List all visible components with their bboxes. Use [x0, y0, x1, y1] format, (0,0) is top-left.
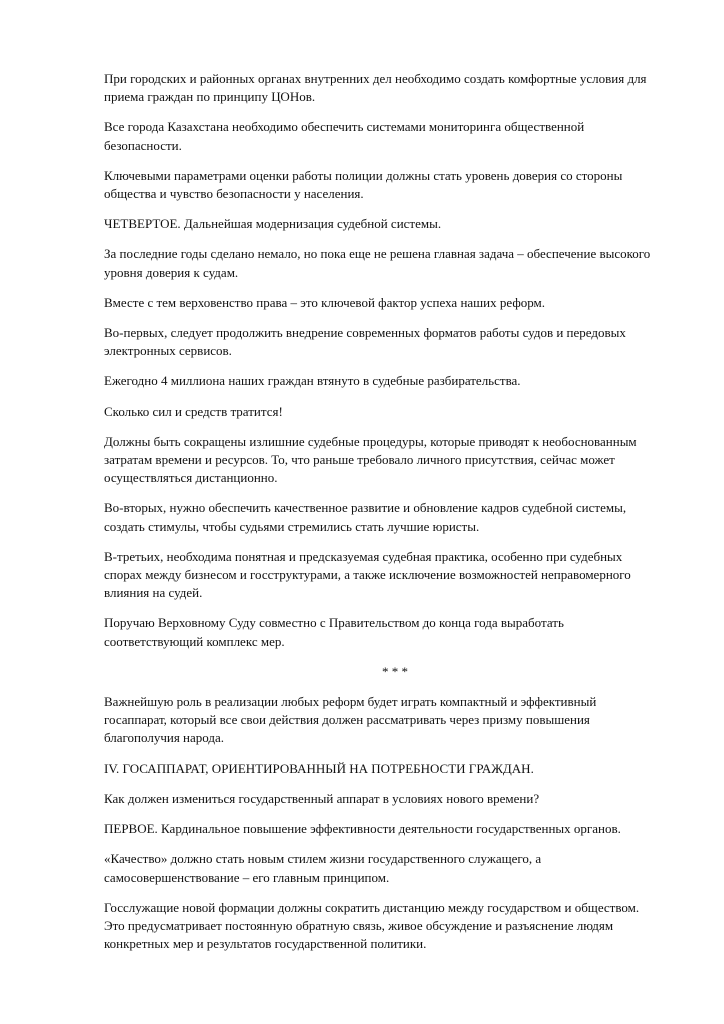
text-line: Должны быть сокращены излишние судебные процедуры, которые приводят к необоснованным [104, 433, 637, 449]
paragraph [104, 245, 674, 281]
paragraph [104, 790, 674, 808]
text-line: В-третьих, необходима понятная и предсказуемая судебная практика, особенно при судебных [104, 548, 623, 564]
paragraph [104, 167, 674, 203]
paragraph [104, 433, 674, 488]
paragraph [104, 693, 674, 748]
text-line: затратам времени и ресурсов. То, что раньше требовало личного присутствия, сейчас может [104, 452, 615, 468]
text-line: При городских и районных органах внутренних дел необходимо создать комфортные условия для [104, 71, 647, 86]
text-line: общества и чувство безопасности у населения. [104, 186, 364, 202]
text-line: Все города Казахстана необходимо обеспечить системами мониторинга общественной [104, 119, 585, 135]
paragraph [104, 850, 674, 886]
text-line: благополучия народа. [104, 730, 225, 746]
text-line: осуществляться дистанционно. [104, 470, 278, 486]
paragraph [104, 899, 674, 954]
paragraph [104, 294, 674, 312]
text-line: влияния на судей. [104, 585, 203, 601]
text-line: IV. ГОСАППАРАТ, ОРИЕНТИРОВАННЫЙ НА ПОТРЕБНОСТИ ГРАЖДАН. [104, 760, 534, 776]
text-line: Поручаю Верховному Суду совместно с Правительством до конца года выработать [104, 615, 564, 631]
text-line: За последние годы сделано немало, но пока еще не решена главная задача – обеспечение высокого [104, 246, 651, 262]
paragraph [104, 499, 674, 535]
paragraph [104, 324, 674, 360]
section-heading [104, 820, 674, 838]
text-line: Важнейшую роль в реализации любых реформ будет играть компактный и эффективный [104, 694, 597, 710]
text-line: «Качество» должно стать новым стилем жизни государственного служащего, а [104, 851, 542, 867]
text-line: безопасности. [104, 137, 182, 153]
text-line: ПЕРВОЕ. Кардинальное повышение эффективности деятельности государственных органов. [104, 821, 621, 837]
text-line: конкретных мер и результатов государственной политики. [104, 936, 427, 952]
paragraph [104, 372, 674, 390]
paragraph [104, 70, 674, 106]
paragraph [104, 403, 674, 421]
text-line: Во-первых, следует продолжить внедрение современных форматов работы судов и передовых [104, 325, 626, 341]
document-body [104, 70, 674, 965]
text-line: Во-вторых, нужно обеспечить качественное развитие и обновление кадров судебной системы, [104, 500, 627, 516]
paragraph [104, 548, 674, 603]
chapter-heading [104, 760, 674, 778]
text-line: Госслужащие новой формации должны сократить дистанцию между государством и обществом. [104, 899, 640, 915]
text-line: соответствующий комплекс мер. [104, 633, 285, 649]
paragraph [104, 118, 674, 154]
section-separator: * * * [382, 663, 408, 679]
text-line: создать стимулы, чтобы судьями стремились стать лучшие юристы. [104, 518, 480, 534]
text-line: ЧЕТВЕРТОЕ. Дальнейшая модернизация судебной системы. [104, 216, 442, 232]
text-line: самосовершенствование – его главным принципом. [104, 869, 390, 885]
text-line: приема граждан по принципу ЦОНов. [104, 89, 316, 105]
text-line: Ключевыми параметрами оценки работы полиции должны стать уровень доверия со стороны [104, 167, 623, 183]
text-line: Как должен измениться государственный аппарат в условиях нового времени? [104, 790, 540, 806]
section-heading [104, 215, 674, 233]
text-line: госаппарат, который все свои действия должен рассматривать через призму повышения [104, 712, 590, 728]
text-line: электронных сервисов. [104, 343, 232, 359]
text-line: Сколько сил и средств тратится! [104, 403, 283, 419]
text-line: Это предусматривает постоянную обратную связь, живое обсуждение и разъяснение людям [104, 917, 614, 933]
text-line: Ежегодно 4 миллиона наших граждан втянуто в судебные разбирательства. [104, 373, 521, 389]
text-line: Вместе с тем верховенство права – это ключевой фактор успеха наших реформ. [104, 294, 546, 310]
text-line: уровня доверия к судам. [104, 264, 239, 280]
text-line: спорах между бизнесом и госструктурами, а также исключение возможностей неправомерного [104, 567, 631, 583]
paragraph [104, 614, 674, 650]
